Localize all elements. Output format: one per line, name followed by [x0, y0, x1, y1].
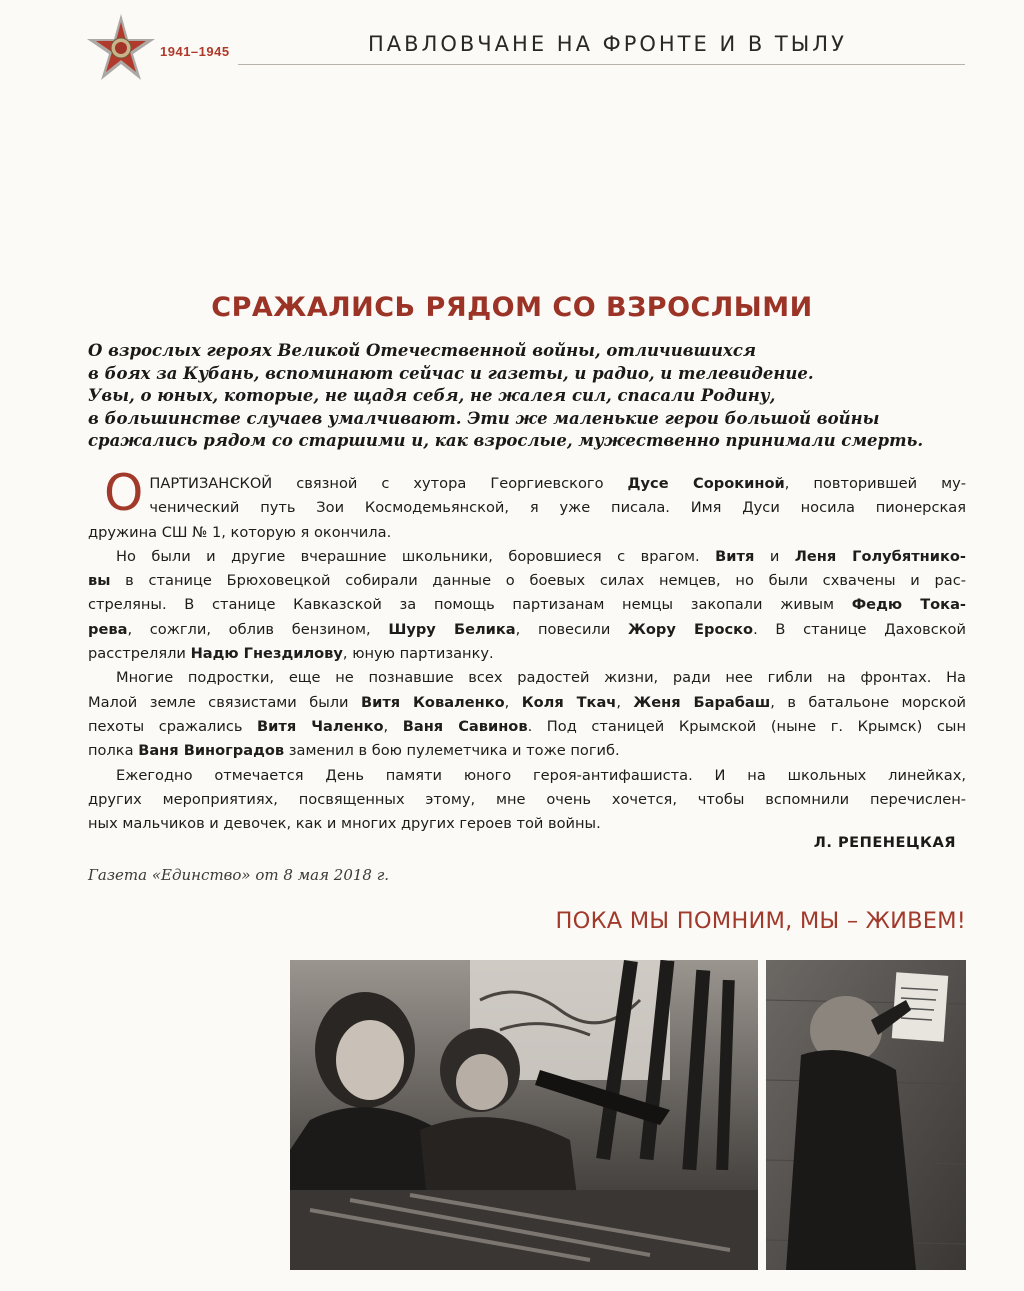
article-body	[88, 464, 966, 836]
years-label: 1941–1945	[160, 44, 230, 59]
text-run: . В станице Даховской	[753, 620, 966, 638]
running-title: ПАВЛОВЧАНЕ НА ФРОНТЕ И В ТЫЛУ	[368, 32, 847, 56]
person-name: Ваня Виноградов	[138, 742, 285, 760]
person-name: Леня Голубятнико-	[794, 547, 966, 565]
drop-cap: О	[104, 464, 144, 522]
person-name: Коля Ткач	[521, 693, 617, 711]
text-line	[88, 691, 966, 715]
person-name: рева	[88, 620, 128, 638]
text-run: и	[754, 547, 795, 565]
text-run: Но были и другие вчерашние школьники, боровшиеся с врагом.	[116, 547, 716, 565]
person-name: Федю Тока-	[851, 596, 966, 614]
header-divider	[238, 64, 965, 65]
source-citation: Газета «Единство» от 8 мая 2018 г.	[88, 866, 390, 884]
person-name: Женя Барабаш	[633, 693, 771, 711]
text-run: , сожгли, облив бензином,	[127, 620, 389, 638]
paragraph	[88, 764, 966, 837]
person-name: Витя Чаленко	[257, 717, 384, 735]
person-name: Шуру Белика	[388, 620, 516, 638]
text-run: в станице Брюховецкой собирали данные о боевых силах немцев, но были схвачены и рас-	[110, 572, 966, 590]
text-line: других мероприятиях, посвященных этому, мне очень хочется, чтобы вспомнили перечислен-	[88, 790, 966, 808]
lead-line: Увы, о юных, которые, не щадя себя, не жалея сил, спасали Родину,	[88, 386, 776, 405]
wartime-photo-children-with-rifles	[290, 960, 758, 1270]
person-name: Витя Коваленко	[360, 693, 505, 711]
text-run: ,	[504, 693, 522, 711]
lead-line: в большинстве случаев умалчивают. Эти же маленькие герои большой войны	[88, 408, 880, 428]
article-title: СРАЖАЛИСЬ РЯДОМ СО ВЗРОСЛЫМИ	[211, 292, 813, 323]
lead-line: в боях за Кубань, вспоминают сейчас и газеты, и радио, и телевидение.	[88, 363, 814, 383]
person-name: Ваня Савинов	[402, 717, 528, 735]
text-run: полка	[88, 742, 139, 760]
article-lead	[88, 340, 968, 453]
text-line	[88, 739, 966, 763]
text-run: ,	[616, 693, 634, 711]
text-run: , повторившей му-	[784, 475, 966, 492]
text-run: , повесили	[515, 620, 629, 638]
text-line	[88, 472, 966, 496]
text-run: , в батальоне морской	[770, 693, 966, 711]
lead-line: О взрослых героях Великой Отечественной войны, отличившихся	[88, 341, 757, 360]
text-run: ПАРТИЗАНСКОЙ связной с хутора Георгиевского	[149, 475, 628, 492]
text-run: ,	[383, 717, 403, 735]
text-run: стреляны. В станице Кавказской за помощь партизанам немцы закопали живым	[88, 596, 852, 614]
text-run: пехоты сражались	[88, 717, 258, 735]
text-run: , юную партизанку.	[342, 645, 494, 663]
text-line	[88, 545, 966, 569]
person-name: Надю Гнездилову	[190, 645, 343, 663]
text-line	[88, 569, 966, 593]
text-line	[88, 715, 966, 739]
person-name: Витя	[715, 547, 755, 565]
person-name: Жору Ероско	[628, 620, 754, 638]
text-line: Ежегодно отмечается День памяти юного героя-антифашиста. И на школьных линейках,	[116, 766, 966, 784]
text-line: ных мальчиков и девочек, как и многих других героев той войны.	[88, 815, 601, 833]
text-run: расстреляли	[88, 645, 191, 663]
slogan-heading: ПОКА МЫ ПОМНИМ, МЫ – ЖИВЕМ!	[555, 908, 966, 934]
text-line: ченический путь Зои Космодемьянской, я уже писала. Имя Дуси носила пионерская	[149, 499, 966, 517]
text-line	[88, 642, 966, 666]
text-line: Многие подростки, еще не познавшие всех радостей жизни, ради нее гибли на фронтах. На	[116, 669, 966, 687]
author-signature: Л. РЕПЕНЕЦКАЯ	[813, 834, 956, 851]
paragraph	[88, 666, 966, 763]
person-name: Дусе Сорокиной	[627, 475, 785, 492]
text-run: Малой земле связистами были	[88, 693, 361, 711]
text-line	[88, 618, 966, 642]
paragraph	[88, 464, 966, 545]
text-run: . Под станицей Крымской (ныне г. Крымск) сын	[527, 717, 966, 735]
paragraph	[88, 545, 966, 666]
lead-line: сражались рядом со старшими и, как взрослые, мужественно принимали смерть.	[88, 431, 924, 450]
wartime-photo-child-posting-leaflet	[766, 960, 966, 1270]
person-name: вы	[88, 572, 111, 590]
text-line: дружина СШ № 1, которую я окончила.	[88, 523, 392, 541]
order-of-patriotic-war-icon	[84, 12, 158, 86]
page-header	[0, 0, 1024, 100]
text-line	[88, 593, 966, 617]
text-run: заменил в бою пулеметчика и тоже погиб.	[284, 742, 620, 760]
